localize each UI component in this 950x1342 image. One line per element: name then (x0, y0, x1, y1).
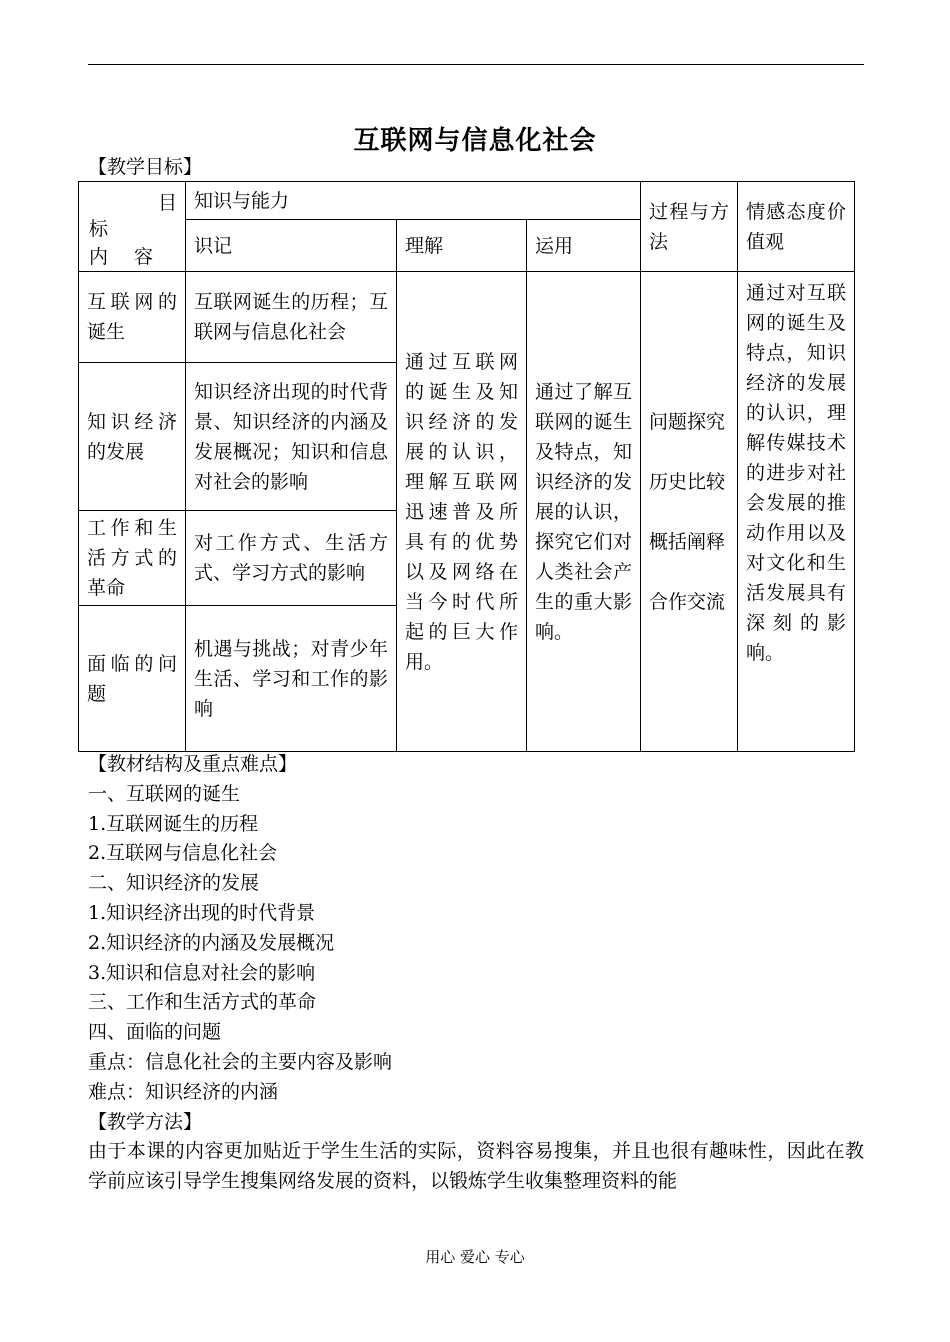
outline-line: 1.知识经济出现的时代背景 (88, 901, 316, 924)
row-recall: 机遇与挑战；对青少年生活、学习和工作的影响 (186, 606, 397, 752)
section-heading-structure: 【教材结构及重点难点】 (88, 753, 298, 775)
row-topic: 工作和生活方式的革命 (79, 511, 186, 606)
header-apply: 运用 (527, 220, 641, 272)
row-topic: 面临的问题 (79, 606, 186, 752)
method-item: 历史比较 (649, 470, 726, 493)
understand-cell: 通过互联网的诞生及知识经济的发展的认识，理解互联网迅速普及所具有的优势以及网络在当今时代所起的巨大作用。 (397, 272, 527, 752)
header-process-method: 过程与方法 (641, 182, 738, 272)
outline-line: 2.互联网与信息化社会 (88, 842, 278, 865)
difficulty-line: 难点：知识经济的内涵 (88, 1080, 279, 1103)
section-heading-methods: 【教学方法】 (88, 1110, 203, 1133)
header-emotion-values: 情感态度价值观 (738, 182, 855, 272)
row-topic: 知识经济的发展 (79, 363, 186, 511)
methods-cell (641, 272, 738, 752)
corner-label-inner: 内 (89, 245, 109, 268)
page-title: 互联网与信息化社会 (353, 126, 597, 156)
outline-line: 1.互联网诞生的历程 (88, 812, 259, 835)
outline-line: 四、面临的问题 (88, 1021, 222, 1044)
method-item: 问题探究 (649, 410, 726, 433)
table-corner-cell (79, 182, 186, 272)
page-footer: 用心 爱心 专心 (425, 1248, 525, 1266)
header-rule (88, 64, 864, 65)
outline-line: 三、工作和生活方式的革命 (88, 991, 317, 1014)
key-point-line: 重点：信息化社会的主要内容及影响 (88, 1050, 393, 1073)
row-topic: 互联网的诞生 (79, 272, 186, 363)
row-recall: 对工作方式、生活方式、学习方式的影响 (186, 511, 397, 606)
body-text (88, 750, 864, 1197)
method-item: 概括阐释 (649, 530, 726, 553)
header-understand: 理解 (397, 220, 527, 272)
outline-line: 一、互联网的诞生 (88, 782, 241, 805)
emotion-cell: 通过对互联网的诞生及特点，知识经济的发展的认识，理解传媒技术的进步对社会发展的推动作用以及对文化和生活发展具有深刻的影响。 (738, 272, 855, 752)
outline-line: 二、知识经济的发展 (88, 872, 260, 895)
corner-label-goal: 目 (158, 191, 178, 214)
header-knowledge-ability: 知识与能力 (186, 182, 641, 220)
row-recall: 知识经济出现的时代背景、知识经济的内涵及发展概况；知识和信息对社会的影响 (186, 363, 397, 511)
row-recall: 互联网诞生的历程；互联网与信息化社会 (186, 272, 397, 363)
corner-label-target: 标 (89, 217, 109, 240)
goals-table (78, 181, 855, 752)
method-item: 合作交流 (649, 590, 726, 613)
header-recall: 识记 (186, 220, 397, 272)
outline-line: 3.知识和信息对社会的影响 (88, 961, 316, 984)
outline-line: 2.知识经济的内涵及发展概况 (88, 931, 335, 954)
methods-paragraph: 由于本课的内容更加贴近于学生生活的实际，资料容易搜集，并且也很有趣味性，因此在教学前应该引导学生搜集网络发展的资料，以锻炼学生收集整理资料的能 (88, 1140, 864, 1193)
apply-cell: 通过了解互联网的诞生及特点，知识经济的发展的认识，探究它们对人类社会产生的重大影响。 (527, 272, 641, 752)
section-heading-goals: 【教学目标】 (88, 156, 203, 178)
corner-label-content: 容 (134, 245, 154, 268)
